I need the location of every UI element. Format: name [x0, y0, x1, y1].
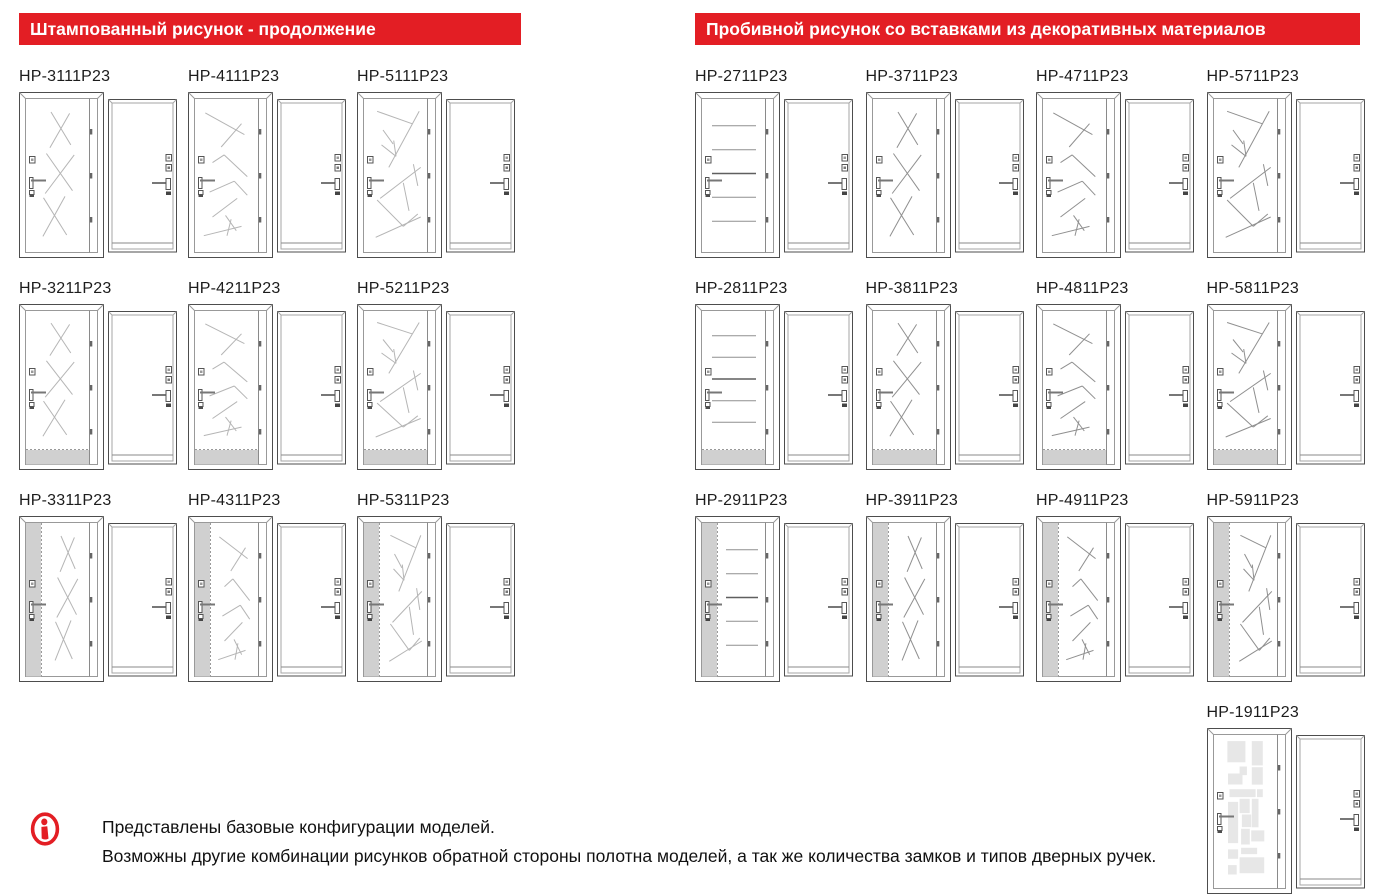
model-label: HP-3711P23	[865, 68, 958, 85]
back-door-drawing	[955, 312, 1023, 465]
front-door-drawing	[1037, 305, 1121, 470]
model-label: HP-3811P23	[865, 280, 958, 297]
section-stamped	[19, 13, 521, 682]
door-pair-drawing	[357, 304, 515, 470]
door-pair-drawing	[188, 92, 346, 258]
front-door-drawing	[189, 517, 273, 682]
footnote-line-2: Возможны другие комбинации рисунков обратной стороны полотна моделей, а так же количества замков и типов дверных ручек.	[102, 845, 1157, 866]
front-door-drawing	[866, 93, 950, 258]
front-door-drawing	[696, 305, 780, 470]
back-door-drawing	[1296, 736, 1364, 889]
door-pair-drawing	[188, 304, 346, 470]
door-pair-drawing	[1036, 516, 1194, 682]
door-pair-drawing	[1207, 728, 1365, 894]
front-door-drawing	[866, 305, 950, 470]
model-label: HP-5311P23	[357, 492, 450, 509]
back-door-drawing	[109, 312, 177, 465]
front-door-drawing	[189, 305, 273, 470]
section-punched	[695, 13, 1377, 894]
model-card	[188, 66, 346, 258]
door-pair-drawing	[1207, 92, 1365, 258]
front-door-drawing	[189, 93, 273, 258]
back-door-drawing	[785, 524, 853, 677]
footnote	[30, 812, 1156, 870]
back-door-drawing	[1296, 312, 1364, 465]
front-door-drawing	[866, 517, 950, 682]
front-door-drawing	[1207, 93, 1291, 258]
model-label: HP-4711P23	[1036, 68, 1129, 85]
section-header-stamped: Штампованный рисунок - продолжение	[19, 13, 521, 45]
model-card	[1207, 702, 1365, 894]
model-card	[866, 66, 1024, 258]
model-label: HP-2711P23	[695, 68, 788, 85]
model-card	[695, 278, 853, 470]
model-card	[19, 66, 177, 258]
back-door-drawing	[1126, 312, 1194, 465]
front-door-drawing	[20, 305, 104, 470]
door-pair-drawing	[188, 516, 346, 682]
model-card	[1036, 490, 1194, 682]
model-label: HP-4811P23	[1036, 280, 1129, 297]
model-label: HP-5111P23	[357, 68, 449, 85]
front-door-drawing	[1037, 93, 1121, 258]
model-grid-stamped	[19, 66, 521, 682]
front-door-drawing	[20, 93, 104, 258]
front-door-drawing	[1207, 517, 1291, 682]
door-pair-drawing	[19, 304, 177, 470]
door-pair-drawing	[357, 92, 515, 258]
back-door-drawing	[109, 524, 177, 677]
model-card	[357, 278, 515, 470]
model-label: HP-5911P23	[1206, 492, 1299, 509]
door-pair-drawing	[695, 516, 853, 682]
model-label: HP-3911P23	[865, 492, 958, 509]
front-door-drawing	[1207, 729, 1291, 894]
model-card	[188, 490, 346, 682]
door-pair-drawing	[866, 92, 1024, 258]
back-door-drawing	[955, 100, 1023, 253]
back-door-drawing	[1126, 100, 1194, 253]
back-door-drawing	[109, 100, 177, 253]
front-door-drawing	[20, 517, 104, 682]
front-door-drawing	[358, 517, 442, 682]
back-door-drawing	[278, 100, 346, 253]
model-card	[19, 490, 177, 682]
model-label: HP-1911P23	[1206, 704, 1299, 721]
model-card	[357, 66, 515, 258]
door-pair-drawing	[1207, 304, 1365, 470]
model-label: HP-4111P23	[188, 68, 280, 85]
model-label: HP-3311P23	[19, 492, 112, 509]
model-card	[695, 66, 853, 258]
door-pair-drawing	[866, 516, 1024, 682]
model-card	[1036, 278, 1194, 470]
model-card	[695, 490, 853, 682]
back-door-drawing	[1296, 100, 1364, 253]
door-pair-drawing	[1036, 304, 1194, 470]
model-label: HP-5211P23	[357, 280, 450, 297]
front-door-drawing	[358, 93, 442, 258]
model-label: HP-5711P23	[1206, 68, 1299, 85]
footnote-line-1: Представлены базовые конфигурации моделей.	[102, 817, 495, 837]
model-label: HP-4911P23	[1036, 492, 1129, 509]
door-pair-drawing	[1207, 516, 1365, 682]
model-card	[1207, 66, 1365, 258]
model-card	[1207, 278, 1365, 470]
model-label: HP-3111P23	[19, 68, 111, 85]
model-label: HP-4211P23	[188, 280, 281, 297]
front-door-drawing	[1037, 517, 1121, 682]
door-pair-drawing	[866, 304, 1024, 470]
model-card	[357, 490, 515, 682]
model-label: HP-2911P23	[695, 492, 788, 509]
back-door-drawing	[278, 312, 346, 465]
front-door-drawing	[696, 517, 780, 682]
info-icon	[30, 812, 60, 846]
door-pair-drawing	[19, 516, 177, 682]
back-door-drawing	[447, 524, 515, 677]
back-door-drawing	[447, 100, 515, 253]
model-card	[866, 490, 1024, 682]
back-door-drawing	[785, 312, 853, 465]
model-label: HP-4311P23	[188, 492, 281, 509]
model-label: HP-3211P23	[19, 280, 112, 297]
section-header-punched: Пробивной рисунок со вставками из декоративных материалов	[695, 13, 1360, 45]
door-pair-drawing	[357, 516, 515, 682]
back-door-drawing	[955, 524, 1023, 677]
model-card	[19, 278, 177, 470]
back-door-drawing	[278, 524, 346, 677]
door-pair-drawing	[695, 304, 853, 470]
model-label: HP-2811P23	[695, 280, 788, 297]
back-door-drawing	[1126, 524, 1194, 677]
model-label: HP-5811P23	[1206, 280, 1299, 297]
footnote-text	[102, 813, 1156, 870]
model-card	[1036, 66, 1194, 258]
back-door-drawing	[447, 312, 515, 465]
model-card	[1207, 490, 1365, 682]
front-door-drawing	[696, 93, 780, 258]
back-door-drawing	[785, 100, 853, 253]
door-pair-drawing	[1036, 92, 1194, 258]
front-door-drawing	[358, 305, 442, 470]
front-door-drawing	[1207, 305, 1291, 470]
back-door-drawing	[1296, 524, 1364, 677]
model-grid-punched	[695, 66, 1377, 894]
model-card	[866, 278, 1024, 470]
door-pair-drawing	[19, 92, 177, 258]
door-pair-drawing	[695, 92, 853, 258]
model-card	[188, 278, 346, 470]
